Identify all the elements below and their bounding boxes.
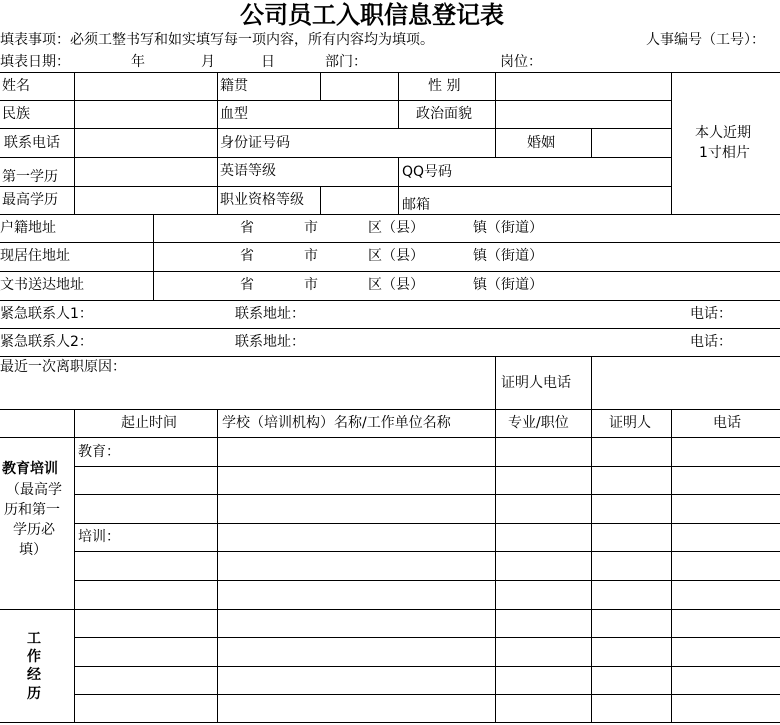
address-row-label: 文书送达地址 <box>0 277 84 293</box>
town-label: 镇（街道） <box>473 277 543 293</box>
department-label: 部门： <box>325 54 367 70</box>
ethnicity-label: 民族 <box>2 106 30 122</box>
witness-header: 证明人 <box>609 415 651 431</box>
position-label: 岗位： <box>500 54 542 70</box>
photo-label-line2: 1寸相片 <box>699 145 750 161</box>
phone-header: 电话 <box>713 415 741 431</box>
address-row-label: 户籍地址 <box>0 220 56 236</box>
district-label: 区（县） <box>368 220 424 236</box>
province-label: 省 <box>240 220 254 236</box>
resign-reason-label: 最近一次离职原因： <box>0 359 126 375</box>
marriage-label: 婚姻 <box>527 135 555 151</box>
district-label: 区（县） <box>368 277 424 293</box>
postcode-label: 邮箱 <box>402 197 430 213</box>
emergency-phone-label: 电话： <box>690 334 732 350</box>
gender-label: 性 别 <box>428 78 461 94</box>
phone-label: 联系电话 <box>4 135 60 151</box>
qq-label: QQ号码 <box>402 164 453 180</box>
city-label: 市 <box>304 277 318 293</box>
day-label: 日 <box>261 54 275 70</box>
education-note: （最高学 <box>6 482 62 498</box>
political-status-label: 政治面貌 <box>416 106 472 122</box>
emergency-contact-1-label: 紧急联系人1： <box>0 306 93 322</box>
english-level-label: 英语等级 <box>220 163 276 179</box>
province-label: 省 <box>240 248 254 264</box>
work-section-label: 工 <box>27 631 41 647</box>
town-label: 镇（街道） <box>473 220 543 236</box>
emergency-address-label: 联系地址： <box>235 306 305 322</box>
province-label: 省 <box>240 277 254 293</box>
blood-type-label: 血型 <box>220 106 248 122</box>
emergency-address-label: 联系地址： <box>235 334 305 350</box>
year-label: 年 <box>131 54 145 70</box>
name-label: 姓名 <box>2 78 30 94</box>
highest-degree-label: 最高学历 <box>2 192 58 208</box>
education-row-label: 教育： <box>78 444 120 460</box>
native-place-label: 籍贯 <box>220 78 248 94</box>
qualification-label: 职业资格等级 <box>220 192 304 208</box>
photo-label-line1: 本人近期 <box>695 125 751 141</box>
major-title-header: 专业/职位 <box>508 415 569 431</box>
work-section-label: 作 <box>27 649 41 665</box>
address-row-label: 现居住地址 <box>0 248 70 264</box>
work-section-label: 历 <box>27 686 41 702</box>
emergency-contact-2-label: 紧急联系人2： <box>0 334 93 350</box>
district-label: 区（县） <box>368 248 424 264</box>
org-header: 学校（培训机构）名称/工作单位名称 <box>222 415 451 431</box>
first-degree-label: 第一学历 <box>2 169 58 185</box>
page-title: 公司员工入职信息登记表 <box>240 0 504 29</box>
period-header: 起止时间 <box>121 415 177 431</box>
month-label: 月 <box>201 54 215 70</box>
training-row-label: 培训： <box>78 529 120 545</box>
fill-notice: 填表事项：必须工整书写和如实填写每一项内容，所有内容均为填项。 <box>0 32 434 48</box>
fill-date-label: 填表日期： <box>0 54 70 70</box>
city-label: 市 <box>304 220 318 236</box>
education-note: 历和第一 <box>4 502 60 518</box>
emergency-phone-label: 电话： <box>690 306 732 322</box>
education-note: 学历必 <box>13 522 55 538</box>
education-section-label: 教育培训 <box>2 461 58 477</box>
work-section-label: 经 <box>27 667 41 683</box>
education-note: 填） <box>19 542 47 558</box>
id-number-label: 身份证号码 <box>220 135 290 151</box>
employee-no-label: 人事编号（工号）： <box>646 32 765 48</box>
witness-phone-label: 证明人电话 <box>501 375 571 391</box>
town-label: 镇（街道） <box>473 248 543 264</box>
city-label: 市 <box>304 248 318 264</box>
